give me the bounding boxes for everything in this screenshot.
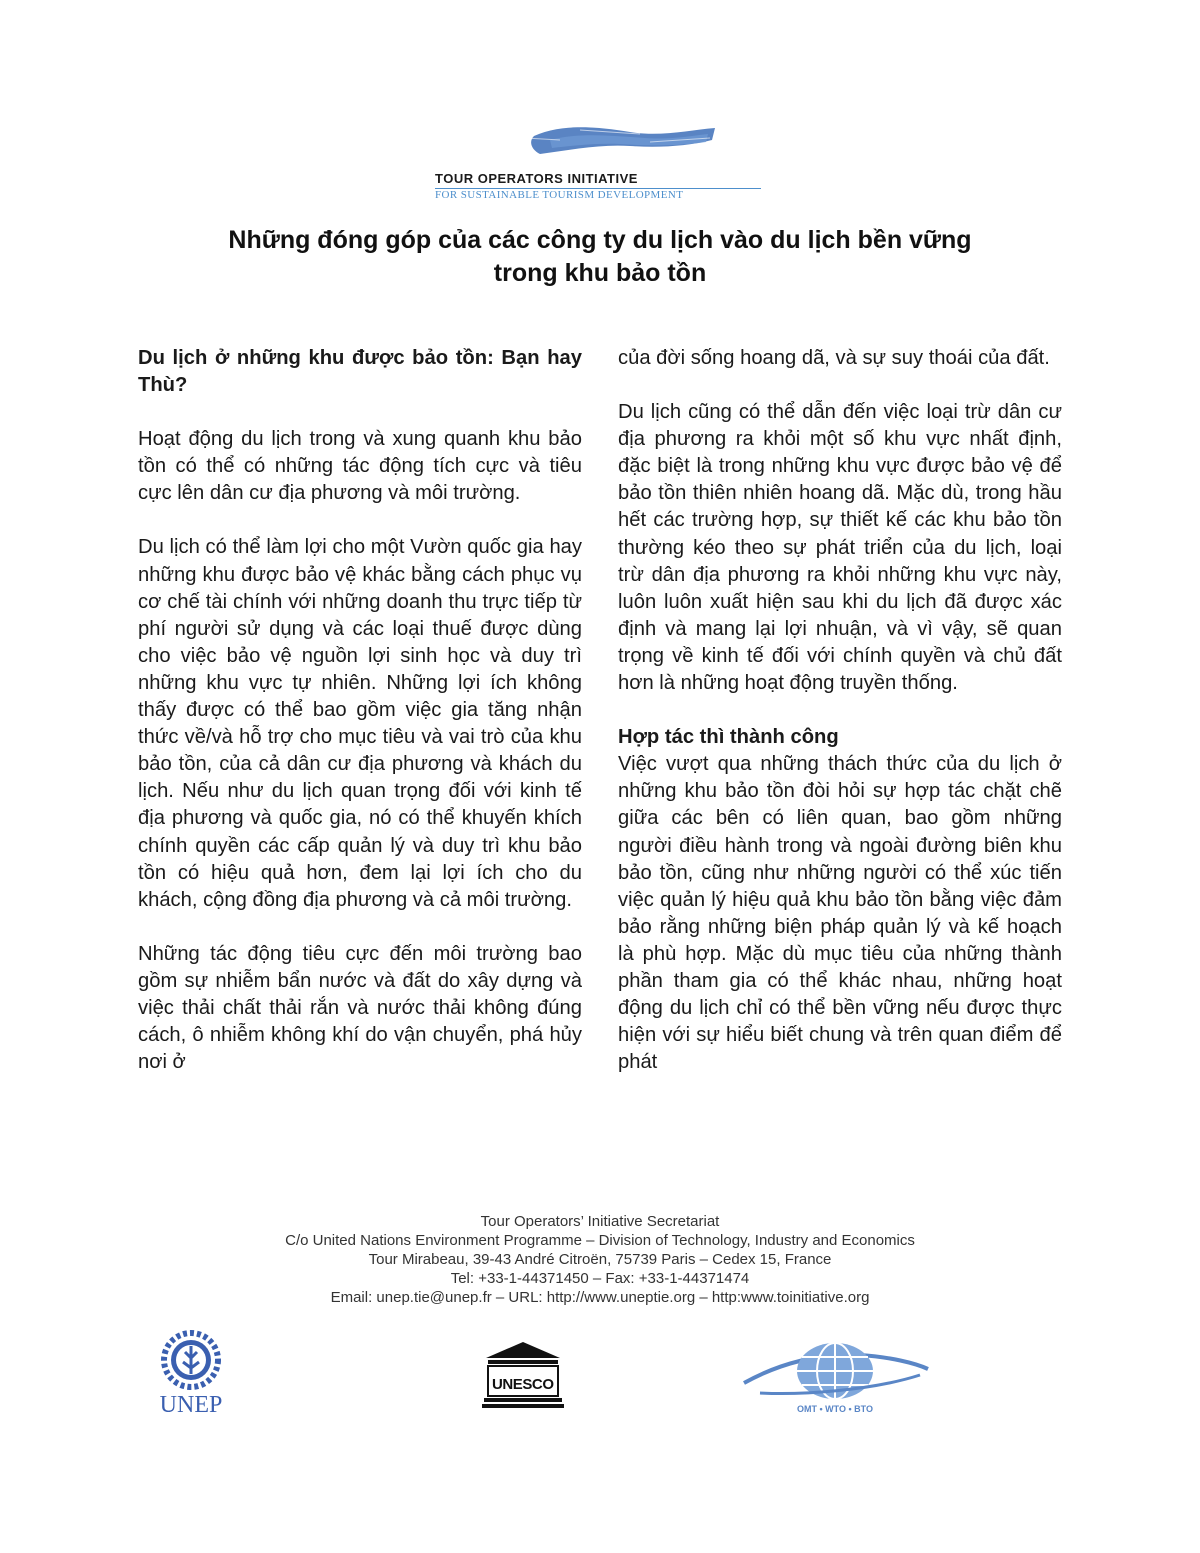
globe-icon	[740, 1335, 930, 1415]
paragraph: Những tác động tiêu cực đến môi trường bao gồm sự nhiễm bẩn nước và đất do xây dựng và việc thải chất thải rắn và nước thải không đúng cách, ô nhiễm không khí do vận chuyển, phá hủy nơi ở	[138, 942, 582, 1074]
section-heading: Du lịch ở những khu được bảo tồn: Bạn hay Thù?	[138, 347, 582, 397]
unesco-logo	[482, 1340, 564, 1410]
svg-text:UNEP: UNEP	[159, 1392, 223, 1418]
svg-text:UNESCO: UNESCO	[492, 1376, 554, 1393]
unep-logo	[145, 1322, 237, 1418]
article-column-left	[138, 345, 582, 1076]
paragraph: Du lịch có thể làm lợi cho một Vườn quốc gia hay những khu được bảo vệ khác bằng cách phục vụ cơ chế tài chính với những doanh thu trực tiếp từ phí người sử dụng và các loại thuế được dùng cho việc bảo vệ nguồn lợi sinh học và duy trì những khu vực tự nhiên. Những lợi ích không thấy được có thể bao gồm việc gia tăng nhận thức về/và hỗ trợ cho mục tiêu và vai trò của khu bảo tồn, của cả dân cư địa phương và khách du lịch. Nếu như du lịch quan trọng đối với kinh tế địa phương và quốc gia, nó có thể khuyến khích chính quyền các cấp quản lý và duy trì khu bảo tồn có hiệu quả hơn, đem lại lợi ích cho du khách, cộng đồng địa phương và cả môi trường.	[138, 536, 582, 911]
footer-line: Tour Mirabeau, 39-43 André Citroën, 75739 Paris – Cedex 15, France	[368, 1251, 832, 1268]
paragraph-continued: của đời sống hoang dã, và sự suy thoái của đất.	[618, 347, 1050, 369]
brand-tagline: FOR SUSTAINABLE TOURISM DEVELOPMENT	[435, 189, 684, 201]
brand-name: TOUR OPERATORS INITIATIVE	[435, 171, 638, 186]
footer-line: Email: unep.tie@unep.fr – URL: http://www.uneptie.org – http:www.toinitiative.org	[330, 1289, 870, 1306]
svg-text:OMT • WTO • BTO: OMT • WTO • BTO	[797, 1404, 873, 1414]
document-title-line1: Những đóng góp của các công ty du lịch vào du lịch bền vững	[228, 226, 972, 254]
footer-line: Tour Operators’ Initiative Secretariat	[480, 1213, 720, 1230]
paragraph: Du lịch cũng có thể dẫn đến việc loại trừ dân cư địa phương ra khỏi một số khu vực nhất định, đặc biệt là trong những khu vực được bảo vệ để bảo tồn thiên nhiên hoang dã. Mặc dù, trong hầu hết các trường hợp, sự thiết kế các khu bảo tồn thường kéo theo sự phát triển của du lịch, loại trừ dân địa phương ra khỏi những khu vực này, luôn luôn xuất hiện sau khi du lịch đã được xác định và mang lại lợi nhuận, và vì vậy, sẽ quan trọng về kinh tế đối với chính quyền và chủ đất hơn là những hoạt động truyền thống.	[618, 401, 1062, 695]
wto-logo	[740, 1335, 930, 1415]
brush-stroke-icon	[520, 118, 720, 168]
section-heading: Hợp tác thì thành công	[618, 726, 839, 749]
unesco-temple-icon	[482, 1340, 564, 1410]
document-title	[150, 224, 1050, 290]
paragraph: Việc vượt qua những thách thức của du lịch ở những khu bảo tồn đòi hỏi sự hợp tác chặt chẽ giữa các bên có liên quan, bao gồm những người điều hành trong và ngoài đường biên khu bảo tồn, cũng như những người có thể xúc tiến việc quản lý hiệu quả khu bảo tồn bằng việc đảm bảo rằng những biện pháp quản lý và kế hoạch là phù hợp. Mặc dù mục tiêu của những thành phần tham gia có thể khác nhau, những hoạt động du lịch chỉ có thể bền vững nếu được thực hiện với sự hiểu biết chung và trên quan điểm để phát	[618, 753, 1062, 1074]
tour-operators-initiative-logo	[430, 118, 775, 208]
footer-line: Tel: +33-1-44371450 – Fax: +33-1-44371474	[450, 1270, 750, 1287]
unep-emblem-icon	[145, 1322, 237, 1418]
paragraph: Hoạt động du lịch trong và xung quanh khu bảo tồn có thể có những tác động tích cực và tiêu cực lên dân cư địa phương và môi trường.	[138, 428, 582, 505]
footer-line: C/o United Nations Environment Programme – Division of Technology, Industry and Economics	[285, 1232, 915, 1249]
article-column-right	[618, 345, 1062, 1076]
document-title-line2: trong khu bảo tồn	[493, 259, 707, 287]
footer-address	[150, 1212, 1050, 1307]
